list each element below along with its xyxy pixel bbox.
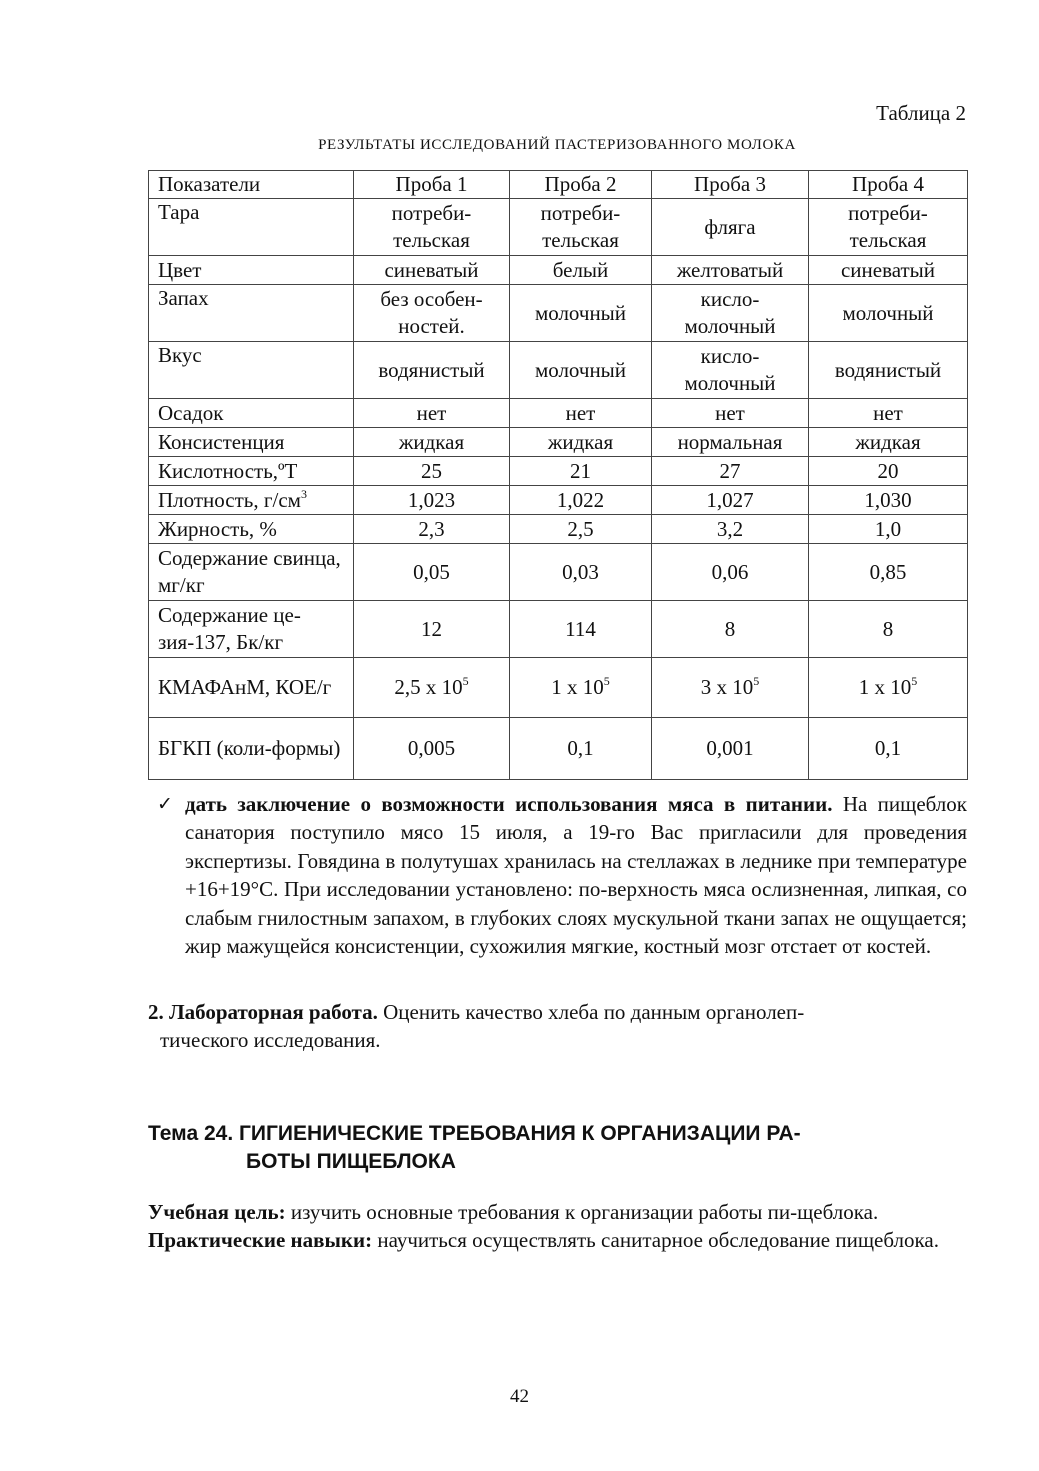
- cell-value: 0,06: [711, 559, 749, 584]
- table-cell: [354, 399, 510, 428]
- row-label-text: Жирность, %: [158, 516, 277, 541]
- row-label-text: Содержание свинца, мг/кг: [158, 546, 341, 597]
- table-cell: [809, 601, 968, 658]
- table-row: [149, 399, 968, 428]
- table-cell: [652, 457, 809, 486]
- cell-value: 21: [570, 458, 591, 483]
- table-row: [149, 544, 968, 601]
- table-row: [149, 601, 968, 658]
- cell-value: кисло-молочный: [684, 344, 776, 395]
- table-cell: [510, 199, 652, 256]
- cell-value: 2,5 х 10: [394, 675, 463, 699]
- table-cell: [510, 601, 652, 658]
- results-table: [148, 170, 968, 780]
- table-cell: [809, 399, 968, 428]
- row-label-text: Цвет: [158, 257, 202, 282]
- table-row: [149, 199, 968, 256]
- cell-value: 1,030: [864, 487, 912, 512]
- row-label-text: Консистенция: [158, 429, 285, 454]
- cell-value: 0,85: [869, 559, 907, 584]
- cell-value: 8: [882, 616, 894, 641]
- cell-value: 0,005: [407, 736, 456, 760]
- cell-value: потреби-тельская: [848, 201, 928, 252]
- table-row: [149, 515, 968, 544]
- cell-value: 1 х 10: [858, 675, 912, 699]
- cell-value: жидкая: [855, 429, 921, 454]
- practical-skills-lead: Практические навыки:: [148, 1228, 373, 1253]
- cell-value: 2,5: [567, 516, 594, 541]
- cell-value: 1,023: [407, 487, 456, 512]
- table-cell: [354, 342, 510, 399]
- theme-heading-line2: БОТЫ ПИЩЕБЛОКА: [246, 1150, 456, 1173]
- row-label: [149, 544, 354, 601]
- table-cell: [652, 718, 809, 780]
- table-cell: [809, 285, 968, 342]
- table-cell: [652, 515, 809, 544]
- table-row: [149, 428, 968, 457]
- table-cell: [354, 428, 510, 457]
- cell-value: синеватый: [384, 257, 479, 282]
- table-cell: [809, 544, 968, 601]
- table-caption: Таблица 2: [876, 101, 966, 125]
- table-header-row: [149, 171, 968, 199]
- table-cell: [354, 544, 510, 601]
- row-label: [149, 601, 354, 658]
- table-cell: [652, 486, 809, 515]
- table-cell: [354, 199, 510, 256]
- row-label-superscript: 3: [300, 486, 307, 501]
- cell-value: молочный: [842, 300, 934, 325]
- learning-goal-text: изучить основные требования к организации работы пи-щеблока.: [285, 1200, 879, 1224]
- cell-value: синеватый: [840, 257, 936, 282]
- table-cell: [652, 601, 809, 658]
- row-label-text: Тара: [158, 200, 200, 224]
- cell-value: 0,001: [706, 736, 754, 760]
- cell-value: нет: [715, 400, 745, 425]
- lab-work-text-line1: Оценить качество хлеба по данным органолеп-: [377, 1000, 805, 1024]
- cell-value: водянистый: [834, 357, 942, 382]
- row-label-text: КМАФАнМ, КОЕ/г: [158, 675, 332, 699]
- cell-value: 12: [421, 616, 442, 641]
- cell-value: 1,027: [706, 487, 754, 512]
- table-cell: [510, 256, 652, 285]
- row-label: [149, 399, 354, 428]
- checkmark-icon: ✓: [157, 793, 173, 815]
- table-cell: [809, 486, 968, 515]
- table-cell: [354, 515, 510, 544]
- cell-value: 2,3: [418, 516, 445, 541]
- table-row: [149, 718, 968, 780]
- table-cell: [510, 399, 652, 428]
- table-cell: [510, 285, 652, 342]
- cell-value: 1 х 10: [551, 675, 604, 699]
- cell-value: 114: [565, 616, 596, 641]
- cell-value: жидкая: [547, 429, 614, 454]
- row-label-text: Содержание це-зия-137, Бк/кг: [158, 603, 301, 654]
- assignment-text: На пищеблок санатория поступило мясо 15 июля, а 19-го Вас пригласили для проведения экспертизы. Говядина в полутушах хранилась на стеллажах в леднике при температуре +16+19°С. При исследовании установлено: по-верхность мяса ослизненная, липкая, со слабым гнилостным запахом, в глубоких слоях мускульной ткани запах не ощущается; жир мажущейся консистенции, сухожилия мягкие, костный мозг отстает от костей.: [185, 792, 967, 959]
- row-label-text: Кислотность,ºТ: [158, 458, 298, 483]
- cell-value: 8: [724, 616, 736, 641]
- table-cell: [652, 428, 809, 457]
- row-label: [149, 199, 354, 256]
- table-cell: [652, 285, 809, 342]
- theme-heading: [148, 1120, 968, 1176]
- table-cell: [354, 457, 510, 486]
- table-cell: [809, 718, 968, 780]
- table-cell: [652, 342, 809, 399]
- header-sample-2: Проба 2: [510, 171, 652, 199]
- assignment-lead: дать заключение о возможности использования мяса в питании.: [185, 792, 833, 816]
- table-cell: [809, 428, 968, 457]
- cell-value: нет: [873, 400, 903, 425]
- row-label: [149, 515, 354, 544]
- table-cell: [354, 718, 510, 780]
- cell-exponent: 5: [911, 674, 918, 688]
- header-sample-1: Проба 1: [354, 171, 510, 199]
- table-cell: [652, 399, 809, 428]
- cell-value: водянистый: [378, 357, 485, 382]
- table-cell: [510, 515, 652, 544]
- table-row: [149, 486, 968, 515]
- table-cell: [510, 342, 652, 399]
- row-label: [149, 486, 354, 515]
- row-label: [149, 658, 354, 718]
- table-row: [149, 342, 968, 399]
- theme-heading-line1: Тема 24. ГИГИЕНИЧЕСКИЕ ТРЕБОВАНИЯ К ОРГАНИЗАЦИИ РА-: [148, 1122, 801, 1145]
- row-label-text: Запах: [158, 286, 209, 310]
- cell-value: 0,03: [562, 559, 599, 584]
- cell-exponent: 5: [753, 674, 760, 688]
- practical-skills-paragraph: [148, 1226, 966, 1254]
- table-row: [149, 457, 968, 486]
- table-cell: [354, 285, 510, 342]
- row-label-text: Вкус: [158, 343, 202, 367]
- lab-work-lead: 2. Лабораторная работа.: [148, 1000, 378, 1024]
- table-cell: [354, 486, 510, 515]
- table-cell: [809, 342, 968, 399]
- header-sample-3: Проба 3: [652, 171, 809, 199]
- table-cell: [510, 428, 652, 457]
- row-label: [149, 285, 354, 342]
- table-cell: [354, 658, 510, 718]
- table-row: [149, 256, 968, 285]
- learning-goals: [148, 1198, 966, 1255]
- table-cell: [652, 658, 809, 718]
- learning-goal-lead: Учебная цель:: [148, 1200, 286, 1224]
- cell-value: 1,022: [556, 487, 605, 512]
- cell-value: молочный: [534, 300, 627, 325]
- table-title: РЕЗУЛЬТАТЫ ИССЛЕДОВАНИЙ ПАСТЕРИЗОВАННОГО МОЛОКА: [318, 137, 796, 153]
- cell-value: 27: [719, 458, 741, 483]
- cell-value: 3 х 10: [700, 675, 754, 699]
- cell-value: белый: [552, 257, 609, 282]
- table-cell: [354, 601, 510, 658]
- table-cell: [652, 544, 809, 601]
- row-label: [149, 256, 354, 285]
- table-cell: [510, 457, 652, 486]
- cell-value: кисло-молочный: [684, 287, 776, 338]
- learning-goal-paragraph: [148, 1198, 966, 1226]
- table-row: [149, 285, 968, 342]
- cell-value: без особен-ностей.: [380, 287, 483, 338]
- cell-value: 0,05: [413, 559, 450, 584]
- table-cell: [652, 256, 809, 285]
- page-number: 42: [510, 1386, 529, 1407]
- cell-value: молочный: [534, 357, 627, 382]
- row-label: [149, 457, 354, 486]
- cell-value: 0,1: [874, 736, 902, 760]
- table-cell: [510, 486, 652, 515]
- cell-value: нормальная: [677, 429, 783, 454]
- practical-skills-text: научиться осуществлять санитарное обследование пищеблока.: [372, 1228, 939, 1253]
- header-sample-4: Проба 4: [809, 171, 968, 199]
- cell-value: 25: [421, 458, 442, 483]
- lab-work-paragraph: [148, 998, 948, 1055]
- cell-value: нет: [416, 400, 447, 425]
- cell-exponent: 5: [603, 674, 610, 688]
- row-label: [149, 428, 354, 457]
- table-row: [149, 658, 968, 718]
- cell-value: желтоватый: [676, 257, 784, 282]
- assignment-bullet: [157, 790, 967, 960]
- lab-work-text-line2: тического исследования.: [160, 1028, 381, 1053]
- cell-value: нет: [565, 400, 596, 425]
- cell-value: потреби-тельская: [540, 201, 621, 252]
- cell-value: фляга: [704, 214, 756, 239]
- table-cell: [809, 199, 968, 256]
- table-cell: [510, 718, 652, 780]
- table-cell: [809, 256, 968, 285]
- cell-value: 3,2: [716, 516, 744, 541]
- table-cell: [809, 515, 968, 544]
- header-indicators: Показатели: [149, 171, 354, 199]
- row-label: [149, 718, 354, 780]
- cell-value: 1,0: [874, 516, 902, 541]
- cell-value: жидкая: [398, 429, 465, 454]
- table-cell: [809, 658, 968, 718]
- cell-value: 20: [877, 458, 899, 483]
- table-cell: [354, 256, 510, 285]
- table-cell: [510, 544, 652, 601]
- row-label-text: Осадок: [158, 400, 224, 425]
- row-label: [149, 342, 354, 399]
- table-cell: [652, 199, 809, 256]
- assignment-paragraph: [185, 790, 967, 960]
- table-cell: [809, 457, 968, 486]
- row-label-text: БГКП (коли-формы): [158, 736, 341, 760]
- table-cell: [510, 658, 652, 718]
- cell-value: потреби-тельская: [391, 201, 472, 252]
- cell-value: 0,1: [567, 736, 594, 760]
- row-label-text: Плотность, г/см: [158, 487, 301, 512]
- cell-exponent: 5: [462, 674, 469, 688]
